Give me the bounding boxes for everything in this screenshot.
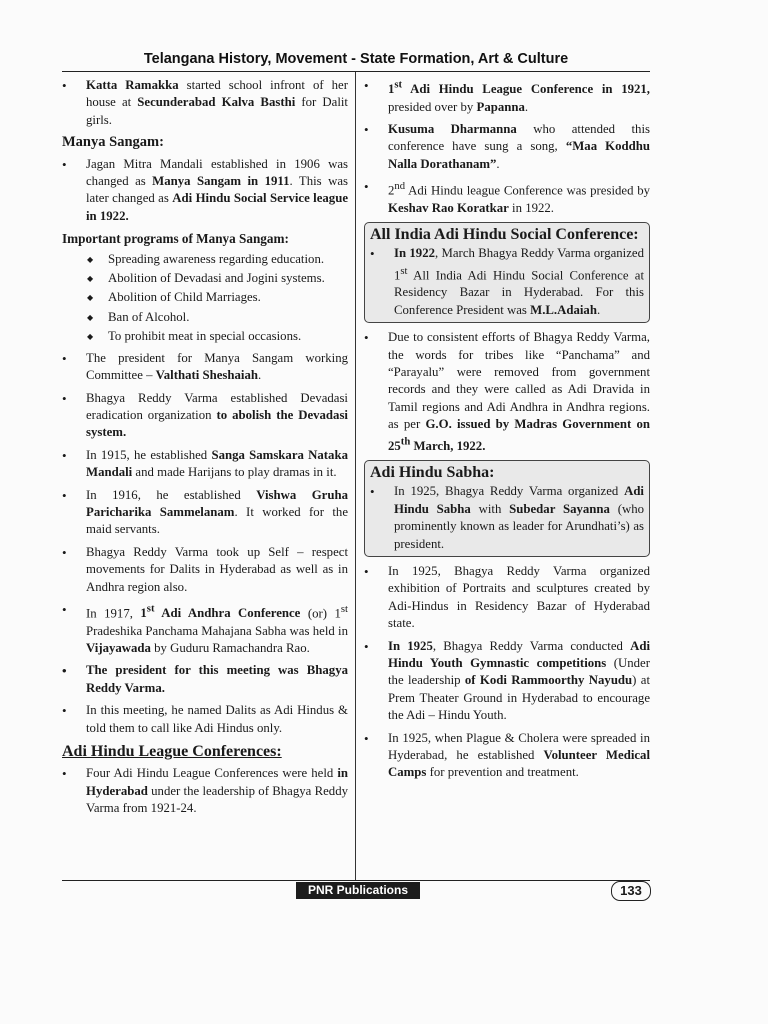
bullet-exhibition: • In 1925, Bhagya Reddy Varma organized exhibition of Portraits and sculptures created by Adi-Hindus in Residency Bazar of Hyderabad state. — [364, 563, 650, 633]
heading-adi-hindu-league: Adi Hindu League Conferences: — [62, 743, 282, 761]
bullet-1915: • In 1915, he established Sanga Samskara Nataka Mandali and made Harijans to play dramas in it. — [62, 447, 348, 482]
bullet-self-respect: • Bhagya Reddy Varma took up Self – respect movements for Dalits in Hyderabad as well as in Andhra region also. — [62, 544, 348, 596]
heading-important-programs: Important programs of Manya Sangam: — [62, 231, 289, 247]
bullet-four-conferences: • Four Adi Hindu League Conferences were held in Hyderabad under the leadership of Bhagya Reddy Varma from 1921-24. — [62, 765, 348, 817]
left-column — [62, 77, 348, 823]
page-number: 133 — [611, 881, 651, 901]
box-bullet: • In 1925, Bhagya Reddy Varma organized Adi Hindu Sabha with Subedar Sayanna (who prominently known as leader for Arundhati’s) as president. — [370, 483, 644, 553]
bullet-devadasi: • Bhagya Reddy Varma established Devadasi eradication organization to abolish the Devadasi system. — [62, 390, 348, 442]
bullet-gymnastic: • In 1925, Bhagya Reddy Varma conducted Adi Hindu Youth Gymnastic competitions (Under the leadership of Kodi Rammoorthy Nayudu) at Prem Theater Ground in Hyderabad to encourage the Adi – Hindu Youth. — [364, 638, 650, 725]
bullet-president-manya: • The president for Manya Sangam working Committee – Valthati Sheshaiah. — [62, 350, 348, 385]
box-adi-hindu-sabha — [364, 460, 650, 557]
heading-manya-sangam: Manya Sangam: — [62, 134, 164, 151]
program-item: ◆ To prohibit meat in special occasions. — [62, 328, 348, 345]
bullet-president-meeting: • The president for this meeting was Bhagya Reddy Varma. — [62, 662, 348, 697]
bullet-katta-ramakka: • Katta Ramakka started school infront of her house at Secunderabad Kalva Basthi for Dalit girls. — [62, 77, 348, 129]
bullet-1916: • In 1916, he established Vishwa Gruha Paricharika Sammelanam. It worked for the maid servants. — [62, 487, 348, 539]
box-title: All India Adi Hindu Social Conference: — [370, 226, 639, 244]
program-item: ◆ Ban of Alcohol. — [62, 309, 348, 326]
bullet-medical-camps: • In 1925, when Plague & Cholera were spreaded in Hyderabad, he established Volunteer Medical Camps for prevention and treatment. — [364, 730, 650, 782]
bullet-1st-conference: • 1st Adi Hindu League Conference in 1921, presided over by Papanna. — [364, 77, 650, 116]
right-column — [364, 77, 650, 787]
program-item: ◆ Spreading awareness regarding education. — [62, 251, 348, 268]
column-divider — [355, 72, 356, 880]
bullet-jagan-mitra: • Jagan Mitra Mandali established in 1906 was changed as Manya Sangam in 1911. This was later changed as Adi Hindu Social Service league in 1922. — [62, 156, 348, 226]
publisher-label: PNR Publications — [296, 882, 420, 899]
footer-rule — [62, 880, 650, 881]
program-item: ◆ Abolition of Devadasi and Jogini systems. — [62, 270, 348, 287]
bullet-kusuma-dharmanna: • Kusuma Dharmanna who attended this conference have sung a song, “Maa Koddhu Nalla Dorathanam”. — [364, 121, 650, 173]
box-bullet: • In 1922, March Bhagya Reddy Varma organized 1st All India Adi Hindu Social Conference at Residency Bazar in Hyderabad. For this Conference President was M.L.Adaiah. — [370, 245, 644, 319]
page-header: Telangana History, Movement - State Formation, Art & Culture — [143, 51, 569, 67]
bullet-1917: • In 1917, 1st Adi Andhra Conference (or) 1st Pradeshika Panchama Mahajana Sabha was held in Vijayawada by Guduru Ramachandra Rao. — [62, 601, 348, 657]
bullet-2nd-conference: • 2nd Adi Hindu league Conference was presided by Keshav Rao Koratkar in 1922. — [364, 178, 650, 217]
program-item: ◆ Abolition of Child Marriages. — [62, 289, 348, 306]
box-all-india-conference — [364, 222, 650, 323]
bullet-go-madras: • Due to consistent efforts of Bhagya Reddy Varma, the words for tribes like “Panchama” and “Parayalu” were removed from government records and they were called as Adi Dravida in Tamil regions and Adi Andhra in Andhra regions. as per G.O. issued by Madras Government on 25th March, 1922. — [364, 329, 650, 455]
box-title: Adi Hindu Sabha: — [370, 464, 495, 482]
header-rule — [62, 71, 650, 72]
bullet-adi-hindus: • In this meeting, he named Dalits as Adi Hindus & told them to call like Adi Hindus only. — [62, 702, 348, 737]
